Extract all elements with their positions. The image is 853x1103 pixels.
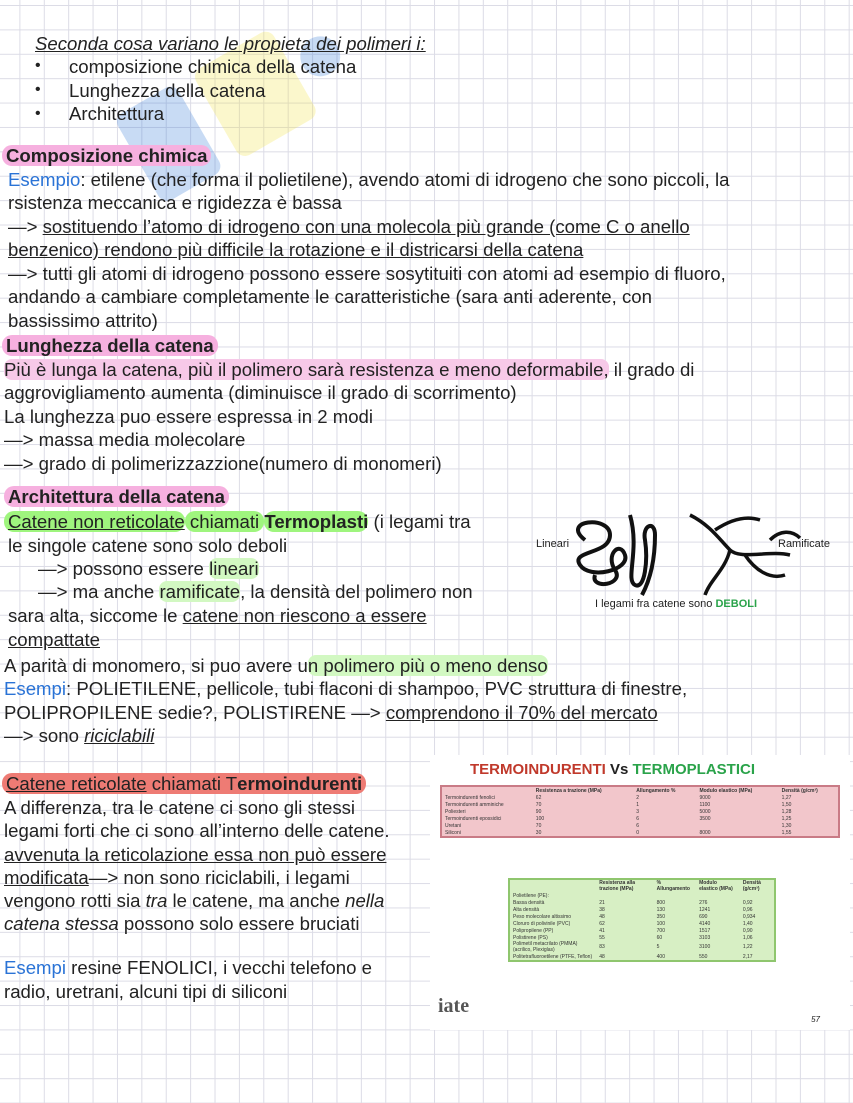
table-row <box>509 906 775 913</box>
table-row <box>509 892 775 899</box>
comparison-title <box>470 761 755 778</box>
table-cell: 1,22 <box>742 944 753 950</box>
architettura-l7 <box>4 654 548 678</box>
table-cell: Termoindurenti amminiche <box>445 801 504 808</box>
table-cell: Cloruro di polivinile (PVC) <box>513 920 571 927</box>
table-cell: 1,40 <box>742 920 753 927</box>
lunghezza-line3: La lunghezza puo essere espressa in 2 modi <box>4 406 374 427</box>
iate-logo: iate <box>438 995 470 1017</box>
table-cell: Polimetil metacrilato (PMMA) (acrilico, Plexiglas) <box>513 941 578 953</box>
table-cell: 2 <box>636 794 640 801</box>
table-cell: 3500 <box>699 815 711 822</box>
reticolate-l1: A differenza, tra le catene ci sono gli stessi <box>4 797 356 818</box>
architettura-l2: le singole catene sono solo deboli <box>8 535 288 556</box>
nella-italic: nella <box>345 890 385 911</box>
composizione-line1 <box>8 168 729 192</box>
architettura-heading-text: Architettura della catena <box>4 486 229 507</box>
table-cell: 60 <box>656 934 663 941</box>
table-cell: 1,28 <box>781 808 792 815</box>
table-row <box>441 822 839 829</box>
termoplastici-table-body <box>509 892 775 961</box>
bullet-item: composizione chimica della catena <box>69 56 357 77</box>
termoindurenti-table-body <box>441 794 839 837</box>
reticolate-l5 <box>4 889 384 913</box>
table-cell: 100 <box>656 920 665 927</box>
table-cell: 6 <box>636 822 640 829</box>
table-cell: 1100 <box>699 801 711 808</box>
catena-stessa: catena stessa <box>4 913 119 934</box>
reticolate-l5-mid: le catene, ma anche <box>167 890 346 911</box>
table-cell: Alta densità <box>513 906 540 913</box>
architettura-l8-rest: : POLIETILENE, pellicole, tubi flaconi di shampoo, PVC struttura di finestre, <box>66 678 688 699</box>
table-row <box>509 899 775 906</box>
table-row <box>441 801 839 808</box>
table-cell: 0 <box>636 829 640 836</box>
page-number: 57 <box>811 1015 820 1024</box>
reticolate-l3: avvenuta la reticolazione essa non può essere <box>4 844 387 865</box>
lunghezza-line1-rest: il grado di <box>608 359 695 380</box>
termoindurenti-table <box>440 785 840 838</box>
modificata: modificata <box>4 867 89 888</box>
table-header: Densità (g/cm³) <box>742 880 761 892</box>
composizione-line2: rsistenza meccanica e rigidezza è bassa <box>8 192 342 213</box>
table-header <box>509 879 596 892</box>
table-cell: 350 <box>656 913 665 920</box>
table-header: Densità (g/cm³) <box>781 787 818 794</box>
table-cell: 1,06 <box>742 934 753 941</box>
table-cell <box>740 892 775 899</box>
table-cell: 1517 <box>699 927 711 934</box>
composizione-arrow2b: andando a cambiare completamente le caratteristiche (sara anti aderente, con <box>8 286 652 307</box>
termoplasti-label: Termoplasti <box>264 511 369 532</box>
table-row <box>509 927 775 934</box>
composizione-arrow1b: benzenico) rendono più difficile la rotazione e il districarsi della catena <box>8 239 584 260</box>
table-row <box>441 829 839 837</box>
architettura-l10-pre: —> sono <box>4 725 85 746</box>
esempio-label: Esempio <box>8 169 81 190</box>
table-cell: 2,17 <box>742 953 753 960</box>
table-cell: Termoindurenti epossidici <box>445 815 502 822</box>
reticolate-l7-rest: resine FENOLICI, i vecchi telefono e <box>66 957 372 978</box>
ramificate-highlight: ramificate <box>159 581 241 602</box>
table-cell: 55 <box>599 934 605 941</box>
reticolate-l6-rest: possono solo essere bruciati <box>118 913 360 934</box>
architettura-l7-pre: A parità di monomero, si puo avere u <box>4 655 308 676</box>
reticolate-l6 <box>4 912 360 936</box>
table-header: Modulo elastico (MPa) <box>699 880 733 892</box>
table-cell: Polipropilene (PP) <box>513 927 554 934</box>
table-cell <box>696 822 778 829</box>
reticolate-heading <box>2 772 366 796</box>
architettura-l5 <box>8 604 427 628</box>
table-cell: 1241 <box>699 906 711 913</box>
composizione-arrow1a <box>8 215 690 239</box>
table-row <box>441 808 839 815</box>
table-cell: 400 <box>656 953 665 960</box>
table-row <box>441 815 839 822</box>
table-cell: 276 <box>699 899 708 906</box>
table-row <box>509 913 775 920</box>
architettura-l4-end: , la densità del polimero non <box>240 581 473 602</box>
table-cell: 1,27 <box>781 794 792 801</box>
table-cell: Polietilene (PE): <box>513 892 549 899</box>
table-cell: 4140 <box>699 920 711 927</box>
table-header: Modulo elastico (MPa) <box>699 787 753 794</box>
termoplastici-table <box>508 878 776 962</box>
lunghezza-line1-highlight: Più è lunga la catena, più il polimero sarà resistenza e meno deformabile, <box>4 359 609 380</box>
title-termoplastici: TERMOPLASTICI <box>632 761 756 778</box>
table-cell: 3100 <box>699 944 711 950</box>
architettura-l5-u: catene non riescono a essere <box>182 605 427 626</box>
table-cell: 550 <box>699 953 708 960</box>
table-cell: 1 <box>636 801 640 808</box>
table-cell <box>654 892 696 899</box>
table-cell <box>696 892 740 899</box>
reticolate-l5-pre: vengono rotti sia <box>4 890 146 911</box>
riciclabili: riciclabili <box>84 725 155 746</box>
table-cell: 0,96 <box>742 906 753 913</box>
table-cell <box>596 892 653 899</box>
catene-reticolate: Catene reticolate <box>6 773 147 794</box>
lunghezza-line5: —> grado di polimerizzazzione(numero di monomeri) <box>4 453 442 474</box>
table-cell: 30 <box>535 829 542 836</box>
table-header: % Allungamento <box>656 880 690 892</box>
table-cell: 6 <box>636 815 640 822</box>
architettura-l10 <box>4 724 154 748</box>
table-cell: Peso molecolare altissimo <box>513 913 572 920</box>
architettura-l3-pre: —> possono essere <box>38 558 210 579</box>
table-cell: 70 <box>535 822 542 829</box>
label-lineari: Lineari <box>536 538 570 550</box>
table-row <box>441 794 839 801</box>
architettura-l4-pre: —> ma anche <box>38 581 160 602</box>
table-cell: 8000 <box>699 829 711 836</box>
table-header: Resistenza a trazione (MPa) <box>535 787 602 794</box>
architettura-l4 <box>38 580 473 604</box>
architettura-l9 <box>4 701 658 725</box>
reticolate-l7 <box>4 956 372 980</box>
table-cell: 700 <box>656 927 665 934</box>
table-header: Resistenza alla trazione (MPa) <box>599 880 636 892</box>
table-cell: 21 <box>599 899 605 906</box>
bullet-item: Lunghezza della catena <box>69 80 266 101</box>
table-cell: Bassa densità <box>513 899 545 906</box>
table-cell: 62 <box>599 920 605 927</box>
architettura-heading <box>4 485 229 509</box>
composizione-line1-text: : etilene (che forma il polietilene), avendo atomi di idrogeno che sono piccoli, la <box>80 169 730 190</box>
title-vs: Vs <box>605 761 633 778</box>
reticolate-heading-mid: chiamati T <box>146 773 238 794</box>
composizione-arrow2a: —> tutti gli atomi di idrogeno possono essere sosytituiti con atomi ad esempio di fluoro, <box>8 263 726 284</box>
esempi-label-2: Esempi <box>4 957 67 978</box>
denso-highlight: n polimero più o meno denso <box>307 655 548 676</box>
table-header-row <box>441 786 839 794</box>
architettura-l6: compattate <box>8 629 100 650</box>
figure-caption <box>595 598 757 610</box>
table-cell: 0,92 <box>742 899 753 906</box>
table-cell: 130 <box>656 906 665 913</box>
table-cell: 9000 <box>699 794 711 801</box>
table-cell: Politetrafluoroetilene (PTFE, Teflon) <box>513 953 593 960</box>
table-header: Allungamento % <box>636 787 676 794</box>
reticolate-l4 <box>4 866 350 890</box>
table-cell: 48 <box>599 953 605 960</box>
bullet-dot: • <box>35 57 41 74</box>
table-cell: 3 <box>636 808 640 815</box>
composizione-heading <box>2 144 211 168</box>
table-cell: 41 <box>599 927 605 934</box>
bullet-dot: • <box>35 105 41 122</box>
table-row <box>509 920 775 927</box>
table-cell: 5 <box>656 944 660 950</box>
table-cell: 48 <box>599 913 605 920</box>
architettura-l3 <box>38 557 259 581</box>
label-ramificate: Ramificate <box>778 538 830 550</box>
architettura-l1-end: (i legami tra <box>368 511 471 532</box>
title-termoindurenti: TERMOINDURENTI <box>470 761 606 778</box>
table-cell: 83 <box>599 944 605 950</box>
table-cell: 1,30 <box>781 822 792 829</box>
comparison-figure <box>430 755 850 1030</box>
intro-title: Seconda cosa variano le propieta dei polimeri i: <box>35 33 426 54</box>
reticolate-heading-box <box>2 773 366 794</box>
table-cell: 90 <box>535 808 542 815</box>
architettura-l8 <box>4 677 687 701</box>
reticolate-l2: legami forti che ci sono all’interno delle catene. <box>4 820 390 841</box>
termoindurenti-label: ermoindurenti <box>237 773 363 794</box>
esempi-label: Esempi <box>4 678 67 699</box>
lunghezza-line1 <box>4 358 694 382</box>
table-cell: 0,934 <box>742 913 756 920</box>
catene-non-reticolate: Catene non reticolate <box>4 511 185 532</box>
deboli-word: DEBOLI <box>715 598 758 610</box>
chains-figure <box>530 500 850 625</box>
table-cell: Termoindurenti fenolici <box>445 794 496 801</box>
table-cell: 70 <box>535 801 542 808</box>
table-cell: Siliconi <box>445 829 461 836</box>
table-row <box>509 953 775 961</box>
table-cell: 0,90 <box>742 927 753 934</box>
architettura-l9-pre: POLIPROPILENE sedie?, POLISTIRENE —> <box>4 702 386 723</box>
table-cell: 1,25 <box>781 815 792 822</box>
lunghezza-heading-text: Lunghezza della catena <box>2 335 218 356</box>
reticolate-l8: radio, uretrani, alcuni tipi di siliconi <box>4 981 288 1002</box>
table-cell: Uretani <box>445 822 462 829</box>
lineari-highlight: lineari <box>209 558 259 579</box>
lunghezza-line4: —> massa media molecolare <box>4 429 246 450</box>
table-cell: 1,50 <box>781 801 792 808</box>
table-header-row <box>509 879 775 892</box>
table-cell: 38 <box>599 906 605 913</box>
reticolate-l4-rest: —> non sono riciclabili, i legami <box>88 867 350 888</box>
composizione-heading-text: Composizione chimica <box>2 145 211 166</box>
table-cell: 100 <box>535 815 545 822</box>
table-cell: Polistirene (PS) <box>513 934 548 941</box>
figure-caption-text: I legami fra catene sono <box>595 598 716 610</box>
table-header <box>441 786 533 794</box>
architettura-l9-u: comprendono il 70% del mercato <box>385 702 658 723</box>
table-cell: 3103 <box>699 934 711 941</box>
table-cell: 1,55 <box>781 829 792 836</box>
table-cell: 5000 <box>699 808 711 815</box>
architettura-l5-pre: sara alta, siccome le <box>8 605 183 626</box>
architettura-l1 <box>4 510 471 534</box>
bullet-dot: • <box>35 81 41 98</box>
lunghezza-heading <box>2 334 218 358</box>
table-cell: 690 <box>699 913 708 920</box>
bullet-item: Architettura <box>69 103 165 124</box>
table-cell: Poliesteri <box>445 808 466 815</box>
composizione-arrow2c: bassissimo attrito) <box>8 310 158 331</box>
tra-italic: tra <box>145 890 168 911</box>
architettura-l1-mid: chiamati <box>184 511 265 532</box>
composizione-arrow1a-text: sostituendo l’atomo di idrogeno con una molecola più grande (come C o anello <box>42 216 690 237</box>
table-cell: 800 <box>656 899 665 906</box>
table-row <box>509 941 775 953</box>
arrow-prefix: —> <box>8 216 43 237</box>
lunghezza-line2: aggrovigliamento aumenta (diminuisce il grado di scorrimento) <box>4 382 517 403</box>
table-cell: 62 <box>535 794 542 801</box>
table-row <box>509 934 775 941</box>
